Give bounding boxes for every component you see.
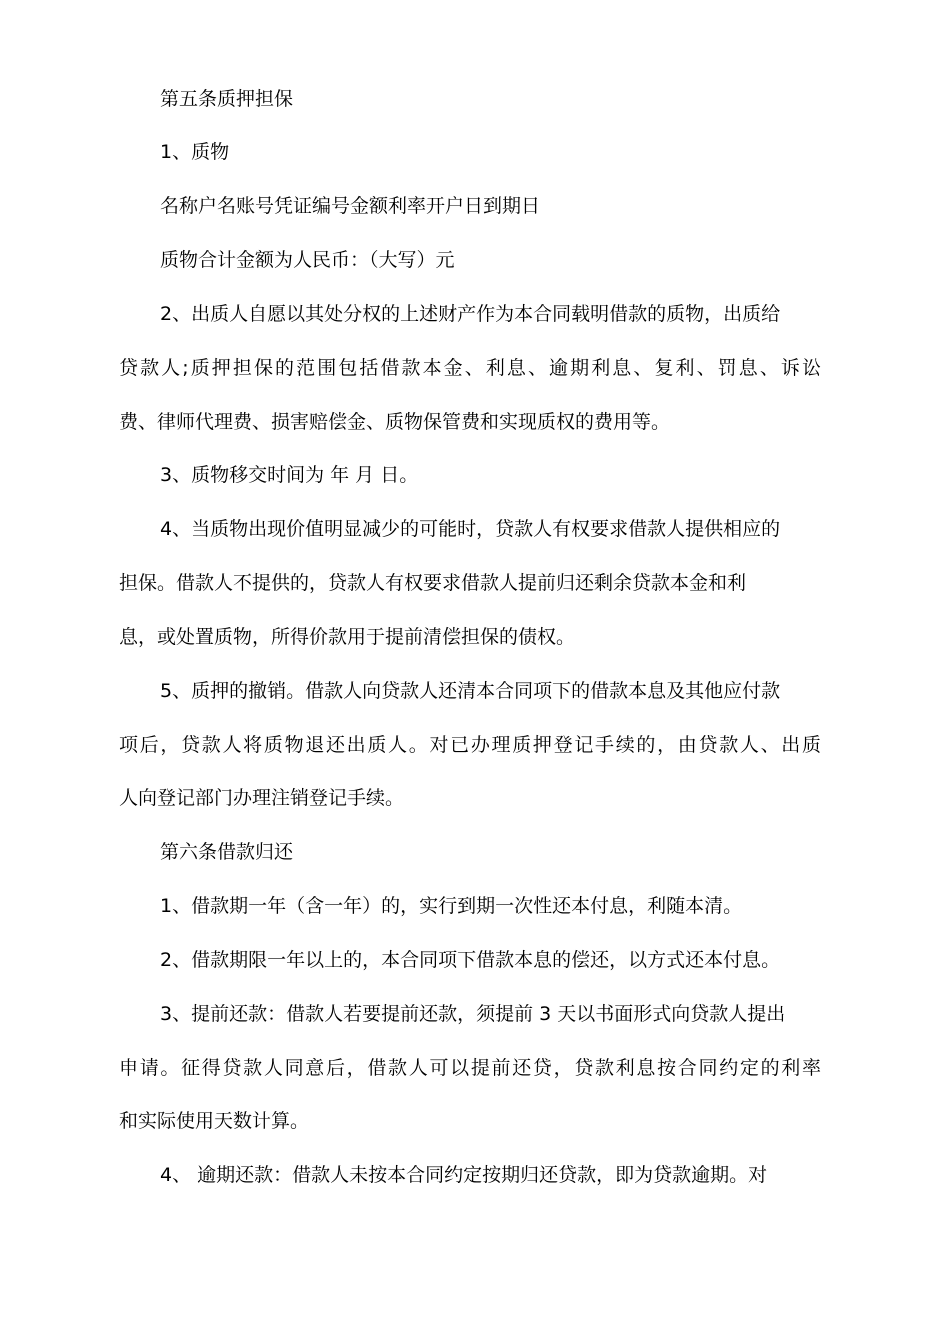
clause-4-line-3: 息，或处置质物，所得价款用于提前清偿担保的债权。 (119, 626, 576, 648)
clause-5-line-3: 人向登记部门办理注销登记手续。 (119, 787, 405, 809)
clause-5-line-2: 项后，贷款人将质物退还出质人。对已办理质押登记手续的，由贷款人、出质 (119, 734, 821, 756)
article-6-heading: 第六条借款归还 (160, 841, 294, 863)
article-5-heading: 第五条质押担保 (160, 88, 294, 110)
pledge-total-line: 质物合计金额为人民币：（大写）元 (160, 249, 455, 271)
clause-4-line-2: 担保。借款人不提供的，贷款人有权要求借款人提前归还剩余贷款本金和利 (119, 572, 747, 594)
clause-2-line-3: 费、律师代理费、损害赔偿金、质物保管费和实现质权的费用等。 (119, 411, 671, 433)
repay-clause-1-line: 1、借款期一年（含一年）的，实行到期一次性还本付息，利随本清。 (160, 895, 743, 917)
clause-1-heading: 1、质物 (160, 141, 230, 163)
repay-clause-3-line-3: 和实际使用天数计算。 (119, 1110, 310, 1132)
pledge-table-header: 名称户名账号凭证编号金额利率开户日到期日 (160, 195, 541, 217)
clause-2-line-1: 2、出质人自愿以其处分权的上述财产作为本合同载明借款的质物，出质给 (160, 303, 781, 325)
clause-4-line-1: 4、当质物出现价值明显减少的可能时，贷款人有权要求借款人提供相应的 (160, 518, 781, 540)
repay-clause-3-line-1: 3、提前还款：借款人若要提前还款，须提前 3 天以书面形式向贷款人提出 (160, 1003, 786, 1025)
repay-clause-4-line-1: 4、 逾期还款：借款人未按本合同约定按期归还贷款，即为贷款逾期。对 (160, 1164, 768, 1186)
repay-clause-2-line: 2、借款期限一年以上的，本合同项下借款本息的偿还，以方式还本付息。 (160, 949, 781, 971)
clause-5-line-1: 5、质押的撤销。借款人向贷款人还清本合同项下的借款本息及其他应付款 (160, 680, 781, 702)
clause-3-line: 3、质物移交时间为 年 月 日。 (160, 464, 419, 486)
repay-clause-3-line-2: 申请。征得贷款人同意后，借款人可以提前还贷，贷款利息按合同约定的利率 (119, 1057, 821, 1079)
clause-2-line-2: 贷款人;质押担保的范围包括借款本金、利息、逾期利息、复利、罚息、诉讼 (119, 357, 821, 379)
